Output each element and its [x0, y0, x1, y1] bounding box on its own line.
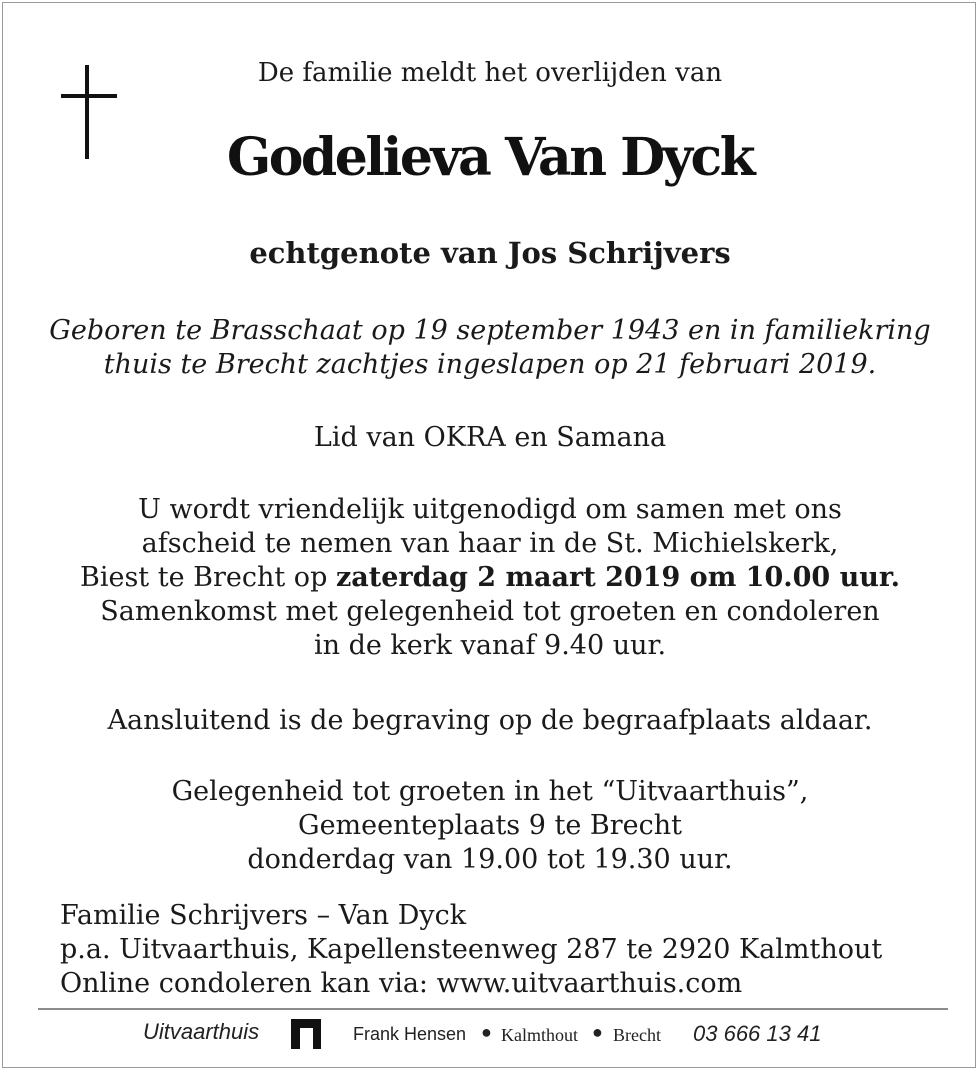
family-address: p.a. Uitvaarthuis, Kapellensteenweg 287 te 2920 Kalmthout [60, 934, 883, 965]
funeral-home-logo-icon [291, 1019, 321, 1049]
bullet-icon: ● [481, 1022, 492, 1042]
invitation-line-1: U wordt vriendelijk uitgenodigd om samen met ons [138, 494, 842, 525]
birth-line-2: thuis te Brecht zachtjes ingeslapen op 21 februari 2019. [103, 349, 877, 380]
invitation-line-5: in de kerk vanaf 9.40 uur. [313, 630, 667, 661]
intro-text: De familie meldt het overlijden van [257, 58, 723, 88]
town-kalmthout: Kalmthout [501, 1025, 578, 1045]
obituary-card [2, 2, 976, 1068]
visitation-line-2: Gemeenteplaats 9 te Brecht [298, 810, 682, 841]
spouse-line: echtgenote van Jos Schrijvers [249, 236, 731, 270]
invitation-line-4: Samenkomst met gelegenheid tot groeten en condoleren [100, 596, 880, 627]
cross-icon-bar [61, 94, 117, 98]
online-condolence: Online condoleren kan via: www.uitvaarthuis.com [60, 968, 743, 999]
deceased-name: Godelieva Van Dyck [226, 127, 754, 188]
director-name: Frank Hensen [353, 1024, 467, 1044]
ceremony-datetime: zaterdag 2 maart 2019 om 10.00 uur. [335, 562, 901, 593]
invitation-place: Biest te Brecht op [79, 562, 336, 593]
family-contact [60, 899, 882, 1001]
membership-text: Lid van OKRA en Samana [313, 422, 667, 453]
visitation-line-3: donderdag van 19.00 tot 19.30 uur. [247, 844, 733, 875]
divider [38, 1008, 948, 1010]
birth-line-1: Geboren te Brasschaat op 19 september 1943 en in familiekring [49, 315, 931, 346]
visitation-text [3, 775, 977, 877]
birth-death-text [3, 314, 977, 382]
town-brecht: Brecht [613, 1025, 661, 1045]
invitation-line-3 [3, 561, 977, 595]
invitation-text [3, 493, 977, 663]
funeral-home-brand: Uitvaarthuis [143, 1019, 260, 1044]
family-name: Familie Schrijvers – Van Dyck [60, 900, 467, 931]
bullet-icon: ● [592, 1022, 603, 1042]
invitation-line-2: afscheid te nemen van haar in de St. Michielskerk, [141, 528, 839, 559]
visitation-line-1: Gelegenheid tot groeten in het “Uitvaarthuis”, [171, 776, 809, 807]
phone-number: 03 666 13 41 [693, 1021, 822, 1046]
burial-text: Aansluitend is de begraving op de begraafplaats aldaar. [107, 705, 873, 736]
